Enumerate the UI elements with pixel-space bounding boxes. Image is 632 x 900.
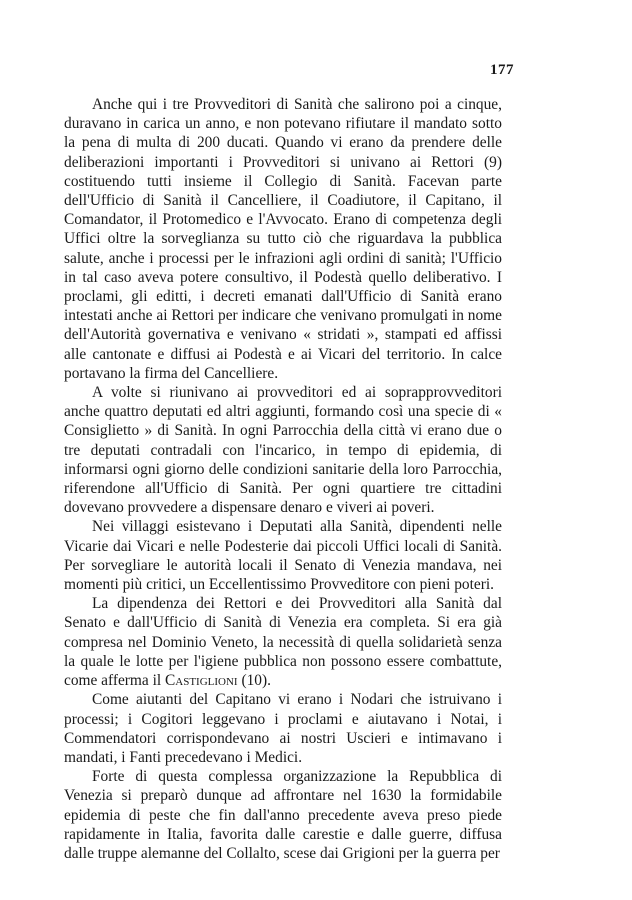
paragraph-consiglietto: A volte si riunivano ai provveditori ed ai soprapprovveditori anche quattro deputati ed altri aggiunti, formando così una specie di « Consiglietto » di Sanità. In ogni Parrocchia della città vi erano due o tre deputati contradali con l'incarico, in tempo di epidemia, di informarsi ogni giorno delle condizioni sanitarie della loro Parrocchia, riferendone all'Ufficio di Sanità. Per ogni quartiere tre cittadini dovevano provvedere a dispensare denaro e viveri ai poveri. [64,384,502,517]
paragraph-provveditori: Anche qui i tre Provveditori di Sanità che salirono poi a cinque, duravano in carica un anno, e non potevano rifiutare il mandato sotto la pena di multa di 200 ducati. Quando vi erano da prendere delle deliberazioni importanti i Provveditori si univano ai Rettori (9) costituendo tutti insieme il Collegio di Sanità. Facevan parte dell'Ufficio di Sanità il Cancelliere, il Coadiutore, il Capitano, il Comandator, il Protomedico e l'Avvocato. Erano di competenza degli Uffici oltre la sorveglianza su tutto ciò che riguardava la pubblica salute, anche i processi per le infrazioni agli ordini di sanità; l'Ufficio in tal caso aveva potere consultivo, il Podestà quello deliberativo. I proclami, gli editti, i decreti emanati dall'Ufficio di Sanità erano intestati anche ai Rettori per indicare che venivano promulgati in nome dell'Autorità governativa e venivano « stridati », stampati ed affissi alle cantonate e diffusi ai Podestà e ai Vicari del territorio. In calce portavano la firma del Cancelliere. [64,96,502,382]
paragraph-peste: Forte di questa complessa organizzazione la Repubblica di Venezia si preparò dunque ad affrontare nel 1630 la formidabile epidemia di peste che fin dall'anno precedente aveva preso piede rapidamente in Italia, favorita dalle carestie e dalle guerre, diffusa dalle truppe alemanne del Collalto, scese dai Grigioni per la guerra per [64,768,502,862]
paragraph-villaggi: Nei villaggi esistevano i Deputati alla Sanità, dipendenti nelle Vicarie dai Vicari e nelle Podesterie dai piccoli Uffici locali di Sanità. Per sorvegliare le autorità locali il Senato di Venezia mandava, nei momenti più critici, un Eccellentissimo Provveditore con pieni poteri. [64,518,502,594]
citation-ref: (10). [237,672,271,690]
page-body [64,95,502,863]
paragraph-dipendenza [64,594,502,690]
page-number: 177 [490,62,514,78]
paragraph-dipendenza-text: La dipendenza dei Rettori e dei Provveditori alla Sanità dal Senato e dall'Ufficio di Sanità di Venezia era completa. Si era già compresa nel Dominio Veneto, la necessità di quella solidarietà senza la quale le lotte per l'igiene pubblica non possono essere combattute, come afferma il [64,595,502,690]
author-castiglioni: Castiglioni [165,672,238,690]
paragraph-aiutanti: Come aiutanti del Capitano vi erano i Nodari che istruivano i processi; i Cogitori leggevano i proclami e aiutavano i Notai, i Commendatori corrispondevano ai nostri Uscieri e intimavano i mandati, i Fanti precedevano i Medici. [64,691,502,766]
